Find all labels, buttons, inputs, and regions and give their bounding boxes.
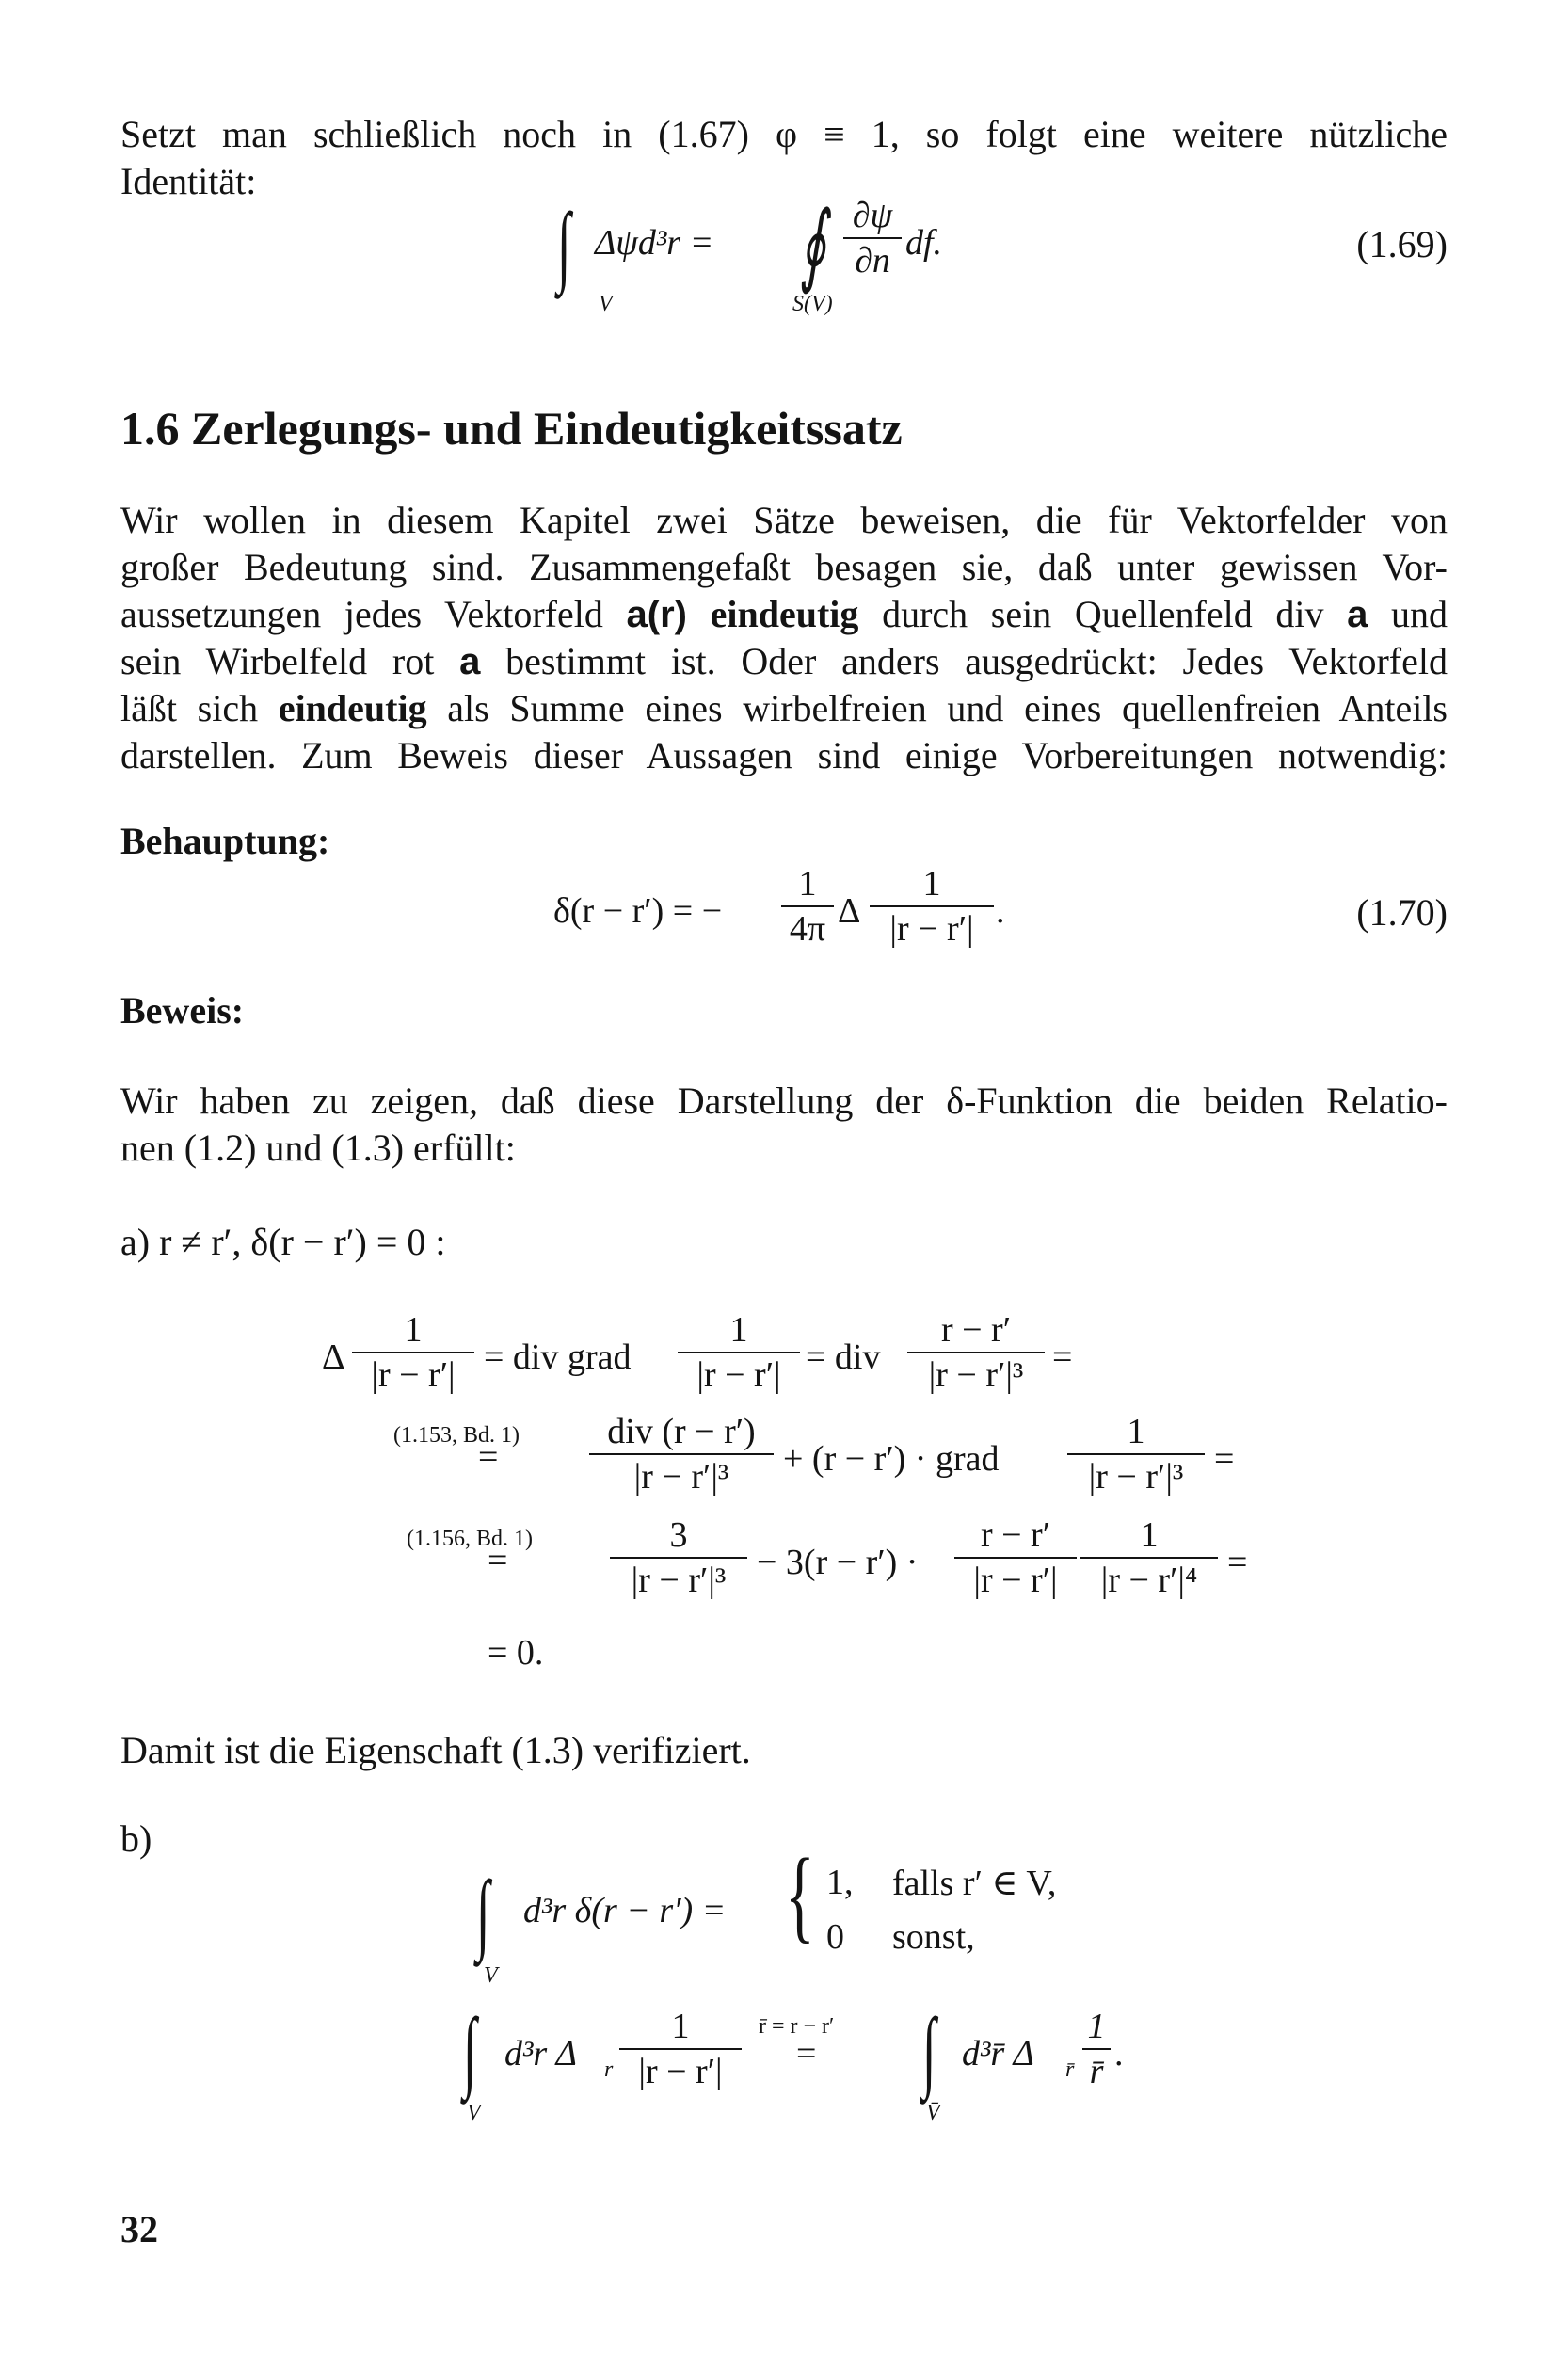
b1-integrand: d³r δ(r − r′) = [523,1891,727,1930]
b2-rhs-sub: r̄ [1065,2057,1075,2082]
row1-f3-den: |r − r′|³ [928,1355,1024,1395]
b2-end: . [1114,2034,1124,2073]
claim-delta: Δ [838,891,861,931]
case1-value: 1, [826,1863,854,1902]
intro-line-2: Identität: [120,160,257,202]
para1-line-3 [120,591,1448,638]
row1-fraction-1 [352,1308,474,1397]
para1-l5a: läßt sich [120,687,279,729]
intro-line-1: Setzt man schließlich noch in (1.67) φ ≡ 1, so folgt eine weitere nützliche [120,113,1448,155]
row3-f3-den: |r − r′|⁴ [1100,1561,1198,1600]
claim-f2-den: |r − r′| [889,909,974,949]
b2-num: 1 [671,2007,690,2046]
part-b-label: b) [120,1817,152,1860]
b1-limit: V [484,1963,498,1988]
eq169-rhs-limit: S(V) [792,292,833,316]
row1-fraction-3 [907,1308,1045,1397]
row2-fraction-2 [1067,1410,1205,1498]
case1-condition: falls r′ ∈ V, [892,1864,1057,1903]
eq169-fraction [843,194,902,282]
para1-l3e: a [1347,594,1368,635]
row2-ref: (1.153, Bd. 1) [393,1423,520,1448]
row3-f3-num: 1 [1140,1515,1159,1555]
section-heading: 1.6 Zerlegungs- und Eindeutigkeitssatz [120,402,903,455]
b2-fraction [619,2005,742,2093]
row1-eq1: = div grad [484,1337,632,1377]
claim-f2-num: 1 [922,864,941,904]
para1-l4c: bestimmt ist. Oder anders ausgedrückt: Jedes Vektorfeld [480,640,1448,682]
b2-rhs: d³r̄ Δ [962,2034,1034,2073]
row2-f1-num: div (r − r′) [607,1412,756,1451]
eq169-den: ∂n [855,241,890,280]
row3-mid: − 3(r − r′) · [757,1543,919,1582]
proof-line-1: Wir haben zu zeigen, daß diese Darstellung der δ-Funktion die beiden Relatio- [120,1080,1448,1122]
part-a-conclusion: Damit ist die Eigenschaft (1.3) verifiziert. [120,1729,751,1771]
para1-l3d: durch sein Quellenfeld div [858,593,1348,635]
eq169-tail: df. [905,223,943,263]
row2-mid: + (r − r′) · grad [783,1439,1000,1479]
row1-f3-num: r − r′ [940,1310,1012,1350]
claim-lhs: δ(r − r′) = − [553,891,723,931]
eq169-number: (1.69) [1356,223,1448,265]
part-a-label: a) r ≠ r′, δ(r − r′) = 0 : [120,1221,446,1263]
row2-equals: = [478,1437,499,1477]
b2-integral-sign: ∫ [463,1999,477,2100]
row1-f2-num: 1 [729,1310,748,1350]
para1-l3a: aussetzungen jedes Vektorfeld [120,593,627,635]
row1-f2-den: |r − r′| [696,1355,781,1395]
para1-l4b: a [459,641,481,682]
claim-f1-num: 1 [798,864,817,904]
row3-fraction-1 [610,1513,747,1602]
row3-equals: = [488,1541,508,1580]
para1-l4a: sein Wirbelfeld rot [120,640,460,682]
row2-f2-den: |r − r′|³ [1088,1457,1184,1497]
proof-label: Beweis: [120,989,245,1032]
eq169-lhs: Δψd³r = [595,223,714,263]
b2-substitution: r̄ = r − r′ [759,2014,835,2039]
b2-limit-right: V̄ [926,2101,940,2125]
row1-eq3: = [1052,1337,1073,1377]
b1-brace: { [785,1837,815,1952]
row3-eq: = [1227,1543,1248,1582]
b2-rhs-num: 1 [1087,2007,1106,2046]
derivation-row-4: = 0. [488,1633,544,1673]
b2-equals: = [796,2034,817,2073]
para1-line-2: großer Bedeutung sind. Zusammengefaßt besagen sie, daß unter gewissen Vor- [120,546,1448,588]
row2-f1-den: |r − r′|³ [633,1457,729,1497]
para1-l5b: eindeutig [278,687,427,729]
b2-rhs-fraction [1082,2005,1111,2093]
row1-fraction-2 [678,1308,800,1397]
eq170-number: (1.70) [1356,891,1448,934]
b2-limit-left: V [467,2101,481,2125]
proof-line-2: nen (1.2) und (1.3) erfüllt: [120,1127,516,1169]
row2-fraction-1 [589,1410,774,1498]
row3-fraction-3 [1080,1513,1218,1602]
row1-delta: Δ [322,1337,345,1377]
b2-integral-sign-2: ∫ [922,1999,936,2100]
integral-sign: ∫ [557,194,571,295]
row3-f2-num: r − r′ [980,1515,1051,1555]
case2-condition: sonst, [892,1917,975,1957]
para1-line-5 [120,685,1448,732]
b2-rhs-den: r̄ [1089,2052,1104,2091]
claim-f1-den: 4π [789,909,826,949]
b2-den: |r − r′| [638,2052,723,2091]
row2-eq: = [1214,1439,1235,1479]
row1-f1-num: 1 [404,1310,423,1350]
claim-label: Behauptung: [120,820,330,862]
para1-l5c: als Summe eines wirbelfreien und eines quellenfreien Anteils [426,687,1448,729]
row2-f2-num: 1 [1127,1412,1145,1451]
eq169-num: ∂ψ [852,196,893,235]
para1-line-1: Wir wollen in diesem Kapitel zwei Sätze beweisen, die für Vektorfelder von [120,499,1448,541]
claim-fraction-1 [781,862,834,951]
row3-ref: (1.156, Bd. 1) [407,1527,533,1551]
row3-f1-den: |r − r′|³ [631,1561,727,1600]
row1-eq2: = div [806,1337,881,1377]
b1-integral-sign: ∫ [476,1862,490,1962]
b2-sub: r [604,2057,614,2082]
case2-value: 0 [826,1917,844,1957]
page-number: 32 [120,2208,158,2250]
para1-line-6: darstellen. Zum Beweis dieser Aussagen sind einige Vorbereitungen notwendig: [120,734,1448,776]
row3-f2-den: |r − r′| [973,1561,1058,1600]
para1-l3c: eindeutig [686,593,859,635]
row3-f1-num: 3 [669,1515,688,1555]
claim-end: . [996,891,1005,931]
contour-integral-sign: ∮ [800,194,826,295]
row1-f1-den: |r − r′| [371,1355,456,1395]
b2-integrand: d³r Δ [504,2034,577,2073]
claim-fraction-2 [870,862,994,951]
row3-fraction-2 [954,1513,1077,1602]
para1-l3b: a(r) [626,594,687,635]
eq169-lhs-limit: V [599,292,613,316]
para1-l3f: und [1368,593,1448,635]
para1-line-4 [120,638,1448,685]
